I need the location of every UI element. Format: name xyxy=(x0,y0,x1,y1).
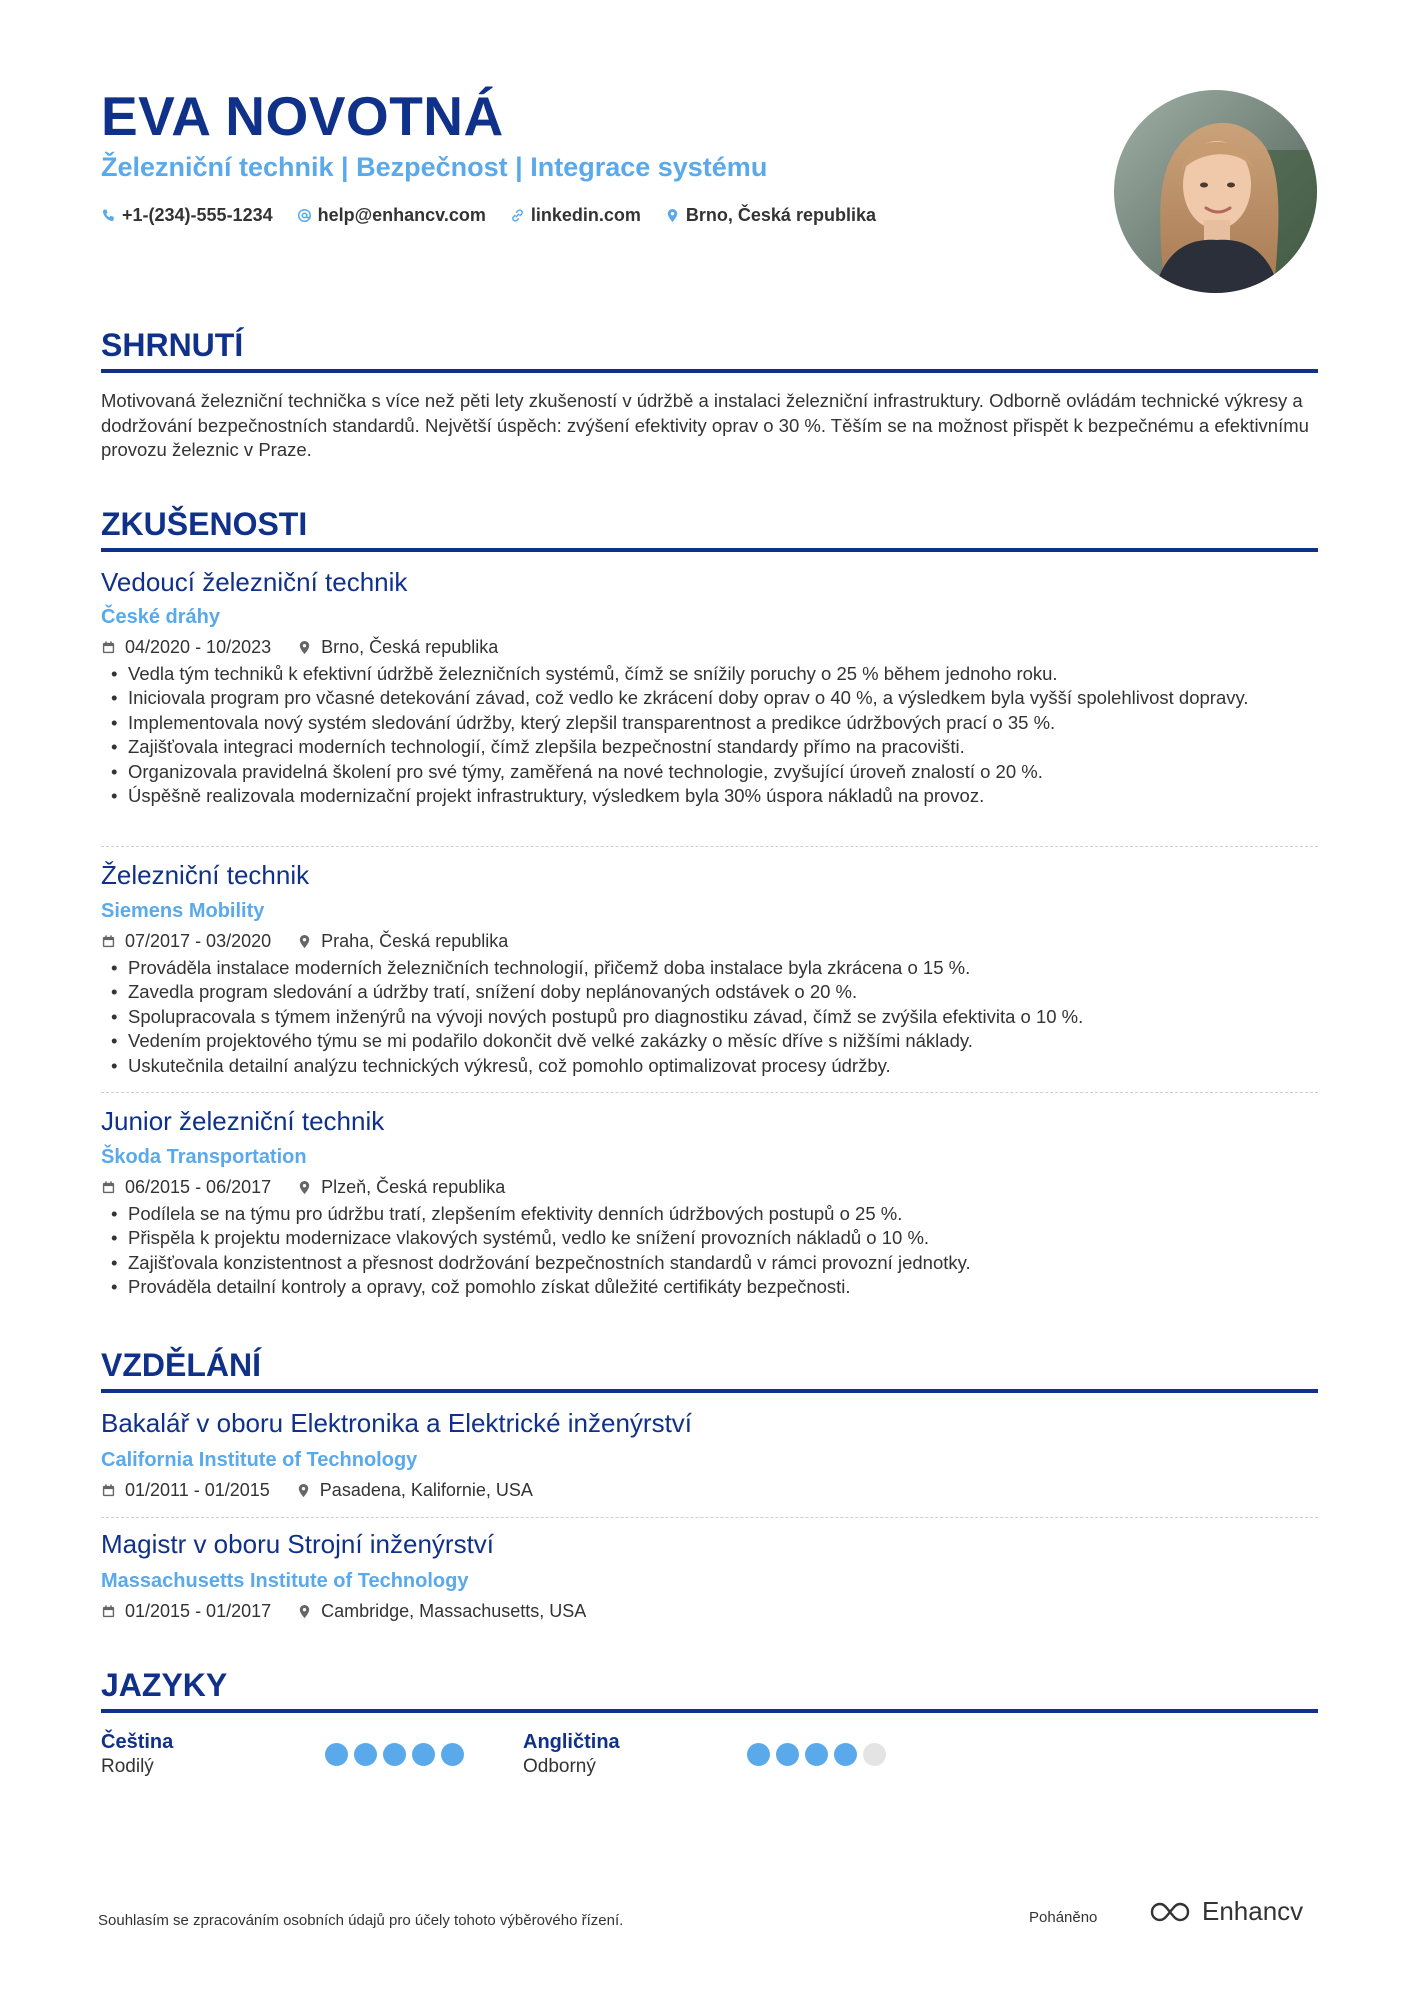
bullet-item: • Zavedla program sledování a údržby tratí, snížení doby neplánovaných odstávek o 20 %. xyxy=(101,980,1318,1004)
degree-title: Bakalář v oboru Elektronika a Elektrické inženýrství xyxy=(101,1408,693,1438)
job-bullets xyxy=(101,1202,1318,1300)
job-location-text: Praha, Česká republika xyxy=(321,931,509,951)
location-text: Brno, Česká republika xyxy=(685,205,876,225)
education-location-text: Cambridge, Massachusetts, USA xyxy=(321,1601,587,1621)
school-name: Massachusetts Institute of Technology xyxy=(101,1570,469,1592)
job-divider xyxy=(101,846,1318,847)
calendar-icon xyxy=(101,1483,116,1498)
calendar-icon xyxy=(101,640,116,655)
education-meta xyxy=(101,1480,559,1501)
education-location xyxy=(296,1480,533,1501)
job-dates xyxy=(101,637,271,658)
calendar-icon xyxy=(101,934,116,949)
rating-dot-filled xyxy=(747,1743,770,1766)
link-icon xyxy=(510,208,525,223)
rating-dot-filled xyxy=(354,1743,377,1766)
job-company: Škoda Transportation xyxy=(101,1146,307,1168)
bullet-item: • Vedením projektového týmu se mi podařilo dokončit dvě velké zakázky o měsíc dříve s nižšími náklady. xyxy=(101,1029,1318,1053)
contact-email[interactable] xyxy=(297,205,486,226)
job-company: Siemens Mobility xyxy=(101,900,265,922)
rating-dot-empty xyxy=(863,1743,886,1766)
languages-heading: JAZYKY xyxy=(101,1667,228,1703)
enhancv-logo-icon xyxy=(1148,1900,1194,1924)
job-location xyxy=(297,931,508,952)
bullet-item: • Prováděla detailní kontroly a opravy, což pomohlo získat důležité certifikáty bezpečnosti. xyxy=(101,1275,1318,1299)
language-name: Čeština xyxy=(101,1731,174,1753)
rating-dot-filled xyxy=(441,1743,464,1766)
job-company: České dráhy xyxy=(101,606,220,628)
rating-dot-filled xyxy=(325,1743,348,1766)
enhancv-logo[interactable] xyxy=(1148,1896,1303,1927)
job-bullets xyxy=(101,662,1318,808)
rating-dot-filled xyxy=(805,1743,828,1766)
rating-dot-filled xyxy=(776,1743,799,1766)
school-name: California Institute of Technology xyxy=(101,1449,418,1471)
experience-rule xyxy=(101,548,1318,552)
location-pin-icon xyxy=(665,208,680,223)
education-location-text: Pasadena, Kalifornie, USA xyxy=(319,1480,533,1500)
education-heading: VZDĚLÁNÍ xyxy=(101,1347,261,1383)
location-pin-icon xyxy=(297,1604,312,1619)
bullet-item: • Úspěšně realizovala modernizační projekt infrastruktury, výsledkem byla 30% úspora nákladů na provoz. xyxy=(101,784,1318,808)
candidate-name: EVA NOVOTNÁ xyxy=(101,85,504,147)
contact-phone[interactable] xyxy=(101,205,273,226)
bullet-item: • Organizovala pravidelná školení pro své týmy, zaměřená na nové technologie, zvyšující úroveň znalostí o 20 %. xyxy=(101,760,1318,784)
job-dates-text: 04/2020 - 10/2023 xyxy=(125,637,272,657)
experience-heading: ZKUŠENOSTI xyxy=(101,506,308,542)
education-meta xyxy=(101,1601,612,1622)
job-dates xyxy=(101,931,271,952)
at-icon xyxy=(297,208,312,223)
bullet-item: • Zajišťovala konzistentnost a přesnost dodržování bezpečnostních standardů v rámci provozní jednotky. xyxy=(101,1251,1318,1275)
email-text: help@enhancv.com xyxy=(317,205,486,225)
bullet-item: • Zajišťovala integraci moderních technologií, čímž zlepšila bezpečnostní standardy přímo na pracovišti. xyxy=(101,735,1318,759)
job-location-text: Plzeň, Česká republika xyxy=(321,1177,506,1197)
job-title: Vedoucí železniční technik xyxy=(101,567,408,597)
education-location xyxy=(297,1601,586,1622)
job-location xyxy=(297,637,498,658)
education-dates-text: 01/2015 - 01/2017 xyxy=(125,1601,272,1621)
summary-rule xyxy=(101,369,1318,373)
summary-heading: SHRNUTÍ xyxy=(101,327,244,363)
contact-bar xyxy=(101,205,876,226)
calendar-icon xyxy=(101,1604,116,1619)
degree-title: Magistr v oboru Strojní inženýrství xyxy=(101,1529,495,1559)
job-title: Železniční technik xyxy=(101,860,310,890)
location-pin-icon xyxy=(296,1483,311,1498)
bullet-item: • Podílela se na týmu pro údržbu tratí, zlepšením efektivity denních údržbových postupů o 25 %. xyxy=(101,1202,1318,1226)
bullet-item: • Iniciovala program pro včasné detekování závad, což vedlo ke zkrácení doby oprav o 40 %, a výsledkem byla vyšší spolehlivost dopravy. xyxy=(101,686,1318,710)
job-meta xyxy=(101,637,524,658)
language-level: Odborný xyxy=(523,1756,596,1777)
education-divider xyxy=(101,1517,1318,1518)
language-rating xyxy=(747,1743,886,1766)
contact-location xyxy=(665,205,876,226)
location-pin-icon xyxy=(297,934,312,949)
job-bullets xyxy=(101,956,1318,1078)
education-dates xyxy=(101,1480,270,1501)
languages-rule xyxy=(101,1709,1318,1713)
phone-icon xyxy=(101,208,116,223)
rating-dot-filled xyxy=(412,1743,435,1766)
language-rating xyxy=(325,1743,464,1766)
consent-note: Souhlasím se zpracováním osobních údajů pro účely tohoto výběrového řízení. xyxy=(98,1912,624,1929)
job-divider xyxy=(101,1092,1318,1093)
bullet-item: • Spolupracovala s týmem inženýrů na vývoji nových postupů pro diagnostiku závad, čímž se zvýšila efektivita o 10 %. xyxy=(101,1005,1318,1029)
job-location-text: Brno, Česká republika xyxy=(321,637,499,657)
bullet-item: • Přispěla k projektu modernizace vlakových systémů, vedlo ke snížení provozních nákladů o 10 %. xyxy=(101,1226,1318,1250)
contact-linkedin[interactable] xyxy=(510,205,641,226)
bullet-item: • Implementovala nový systém sledování údržby, který zlepšil transparentnost a predikce údržbových prací o 35 %. xyxy=(101,711,1318,735)
brand-name: Enhancv xyxy=(1202,1896,1304,1926)
job-dates-text: 07/2017 - 03/2020 xyxy=(125,931,272,951)
bullet-item: • Vedla tým techniků k efektivní údržbě železničních systémů, čímž se snížily poruchy o 25 % během jednoho roku. xyxy=(101,662,1318,686)
profile-photo xyxy=(1114,90,1317,293)
location-pin-icon xyxy=(297,1180,312,1195)
calendar-icon xyxy=(101,1180,116,1195)
rating-dot-filled xyxy=(834,1743,857,1766)
summary-text: Motivovaná železniční technička s více než pěti lety zkušeností v údržbě a instalaci železniční infrastruktury. Odborně ovládám technické výkresy a dodržování bezpečnostních standardů. Největší úspěch: zvýšení efektivity oprav o 30 %. Těším se na možnost přispět k bezpečnému a efektivnímu provozu železnic v Praze. xyxy=(101,390,1309,460)
rating-dot-filled xyxy=(383,1743,406,1766)
language-level: Rodilý xyxy=(101,1756,154,1777)
powered-by-label: Poháněno xyxy=(1029,1909,1098,1926)
location-pin-icon xyxy=(297,640,312,655)
language-name: Angličtina xyxy=(523,1731,620,1753)
job-meta xyxy=(101,931,534,952)
job-title: Junior železniční technik xyxy=(101,1106,385,1136)
job-location xyxy=(297,1177,505,1198)
phone-text: +1-(234)-555-1234 xyxy=(122,205,273,225)
education-dates xyxy=(101,1601,271,1622)
job-meta xyxy=(101,1177,531,1198)
bullet-item: • Uskutečnila detailní analýzu technických výkresů, což pomohlo optimalizovat procesy údržby. xyxy=(101,1054,1318,1078)
job-dates-text: 06/2015 - 06/2017 xyxy=(125,1177,272,1197)
job-dates xyxy=(101,1177,271,1198)
candidate-subtitle: Železniční technik | Bezpečnost | Integrace systému xyxy=(101,152,768,182)
education-dates-text: 01/2011 - 01/2015 xyxy=(125,1480,270,1500)
education-rule xyxy=(101,1389,1318,1393)
linkedin-text: linkedin.com xyxy=(530,205,641,225)
bullet-item: • Prováděla instalace moderních železničních technologií, přičemž doba instalace byla zkrácena o 15 %. xyxy=(101,956,1318,980)
